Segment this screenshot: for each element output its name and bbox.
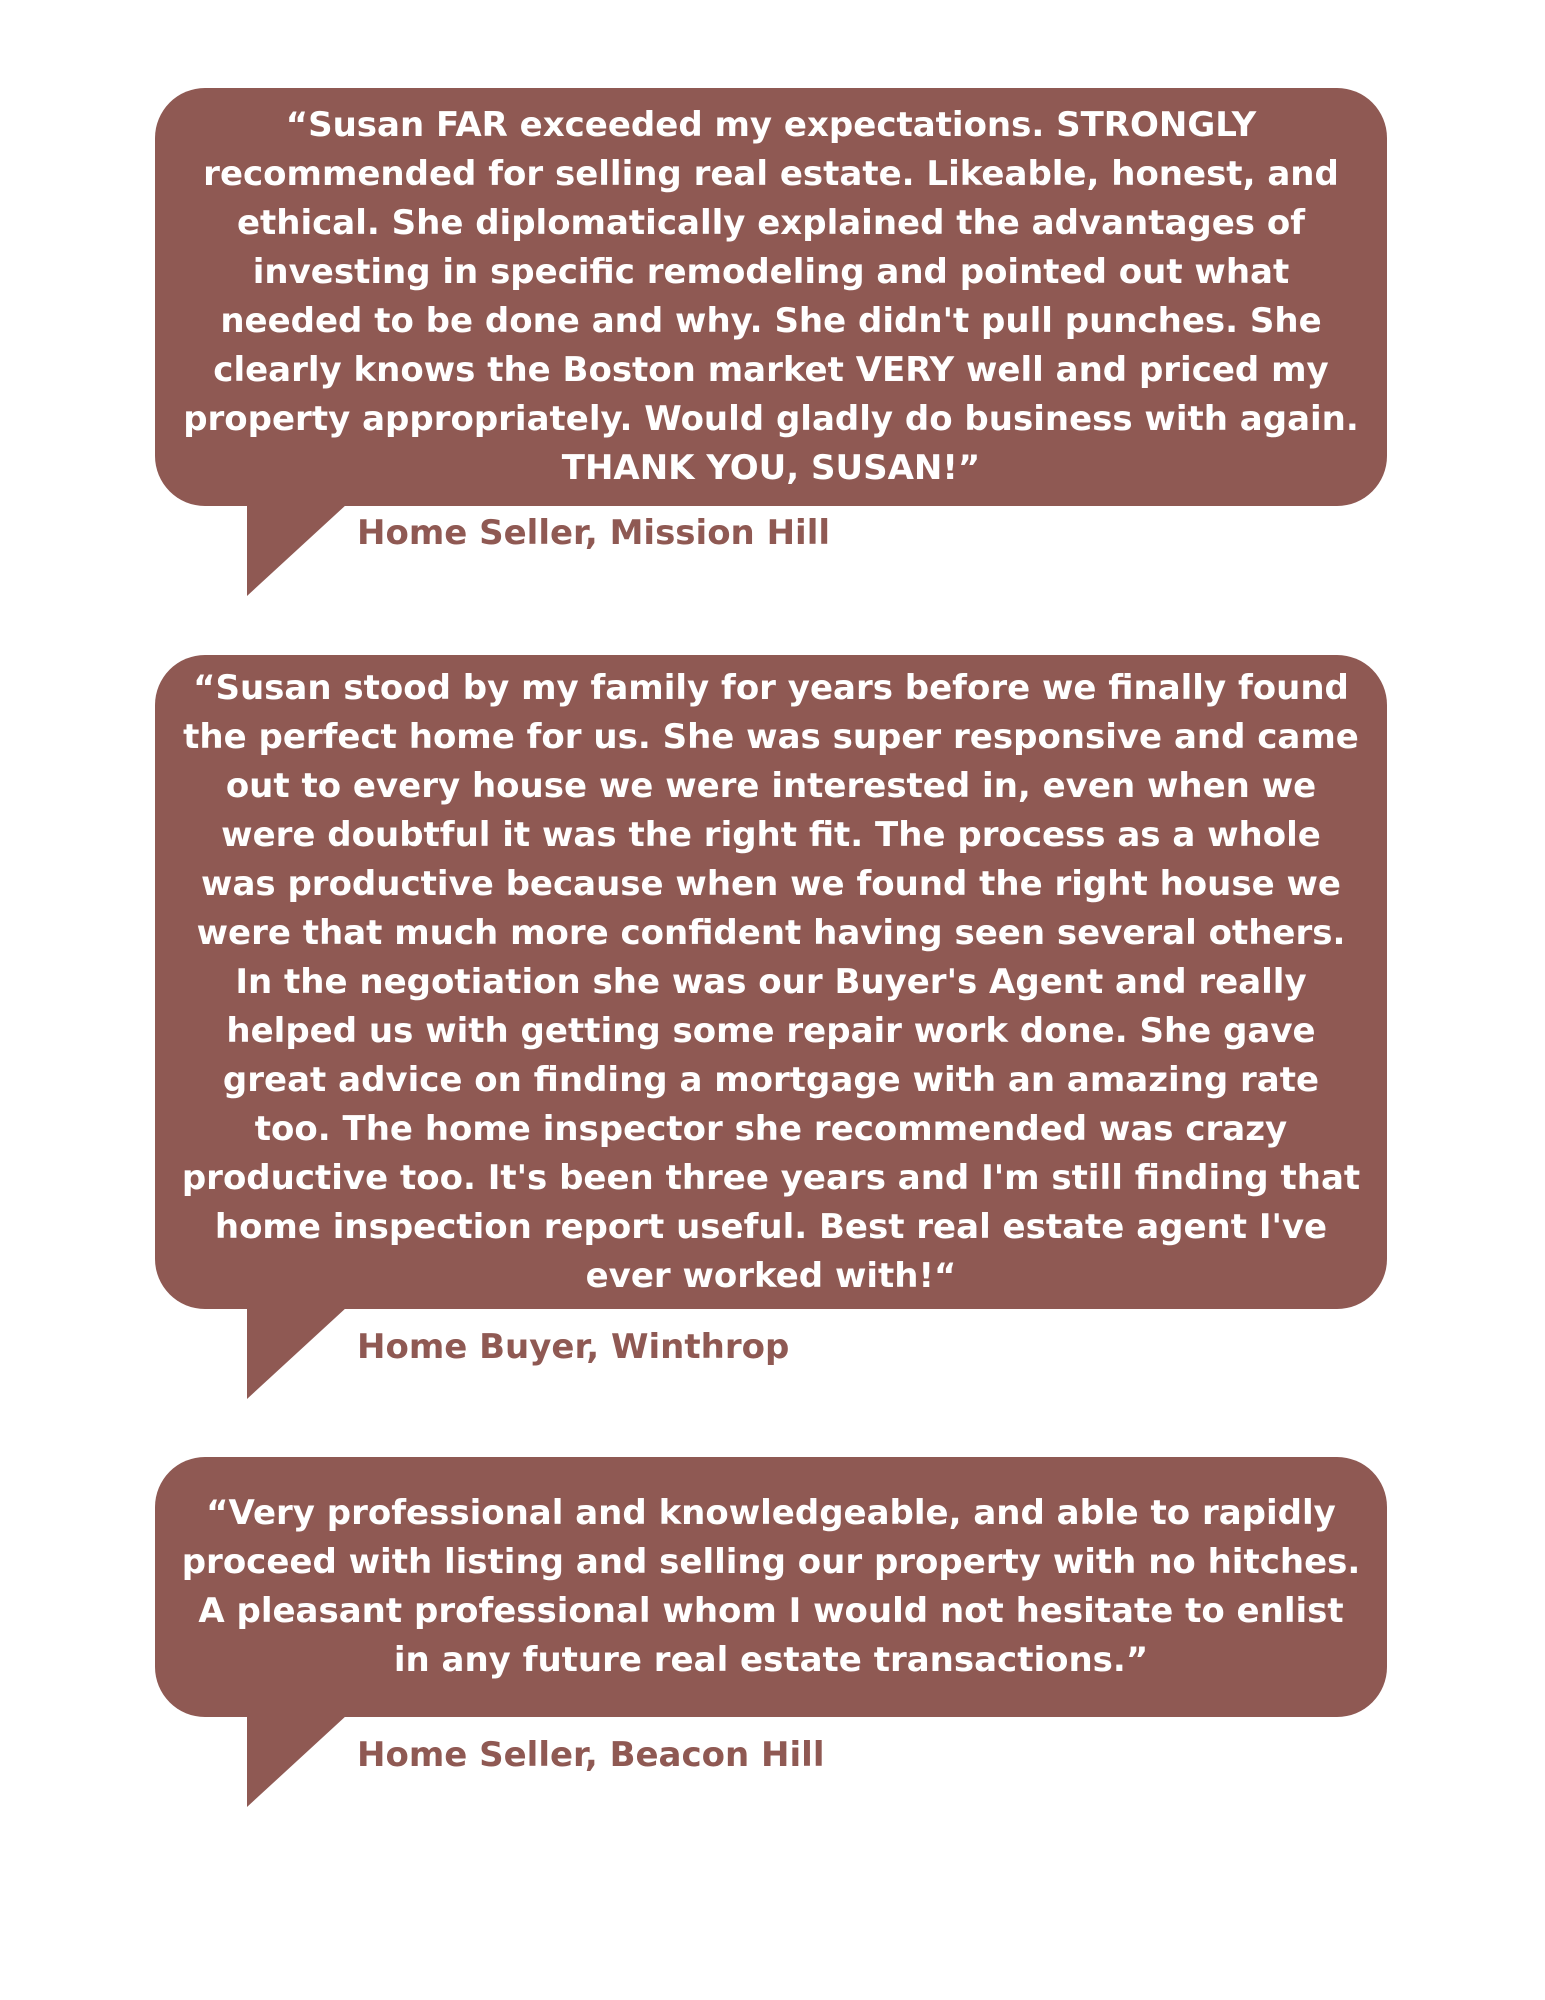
testimonial-quote: “Very professional and knowledgeable, and able to rapidly proceed with listing and selling our property with no hitches. A pleasant professional whom I would not hesitate to enlist in any future real estate transactions.” [181,1493,1361,1680]
speech-bubble [155,88,1387,506]
testimonial-attribution: Home Buyer, Winthrop [357,1327,790,1367]
speech-bubble-tail [247,1715,347,1807]
testimonial-quote: “Susan stood by my family for years before we finally found the perfect home for us. She was super responsive and came out to every house we were interested in, even when we were doubtful it was the right fit. The process as a whole was productive because when we found the right house we were that much more confident having seen several others. In the negotiation she was our Buyer's Agent and really helped us with getting some repair work done. She gave great advice on finding a mortgage with an amazing rate too. The home inspector she recommended was crazy productive too. It's been three years and I'm still finding that home inspection report useful. Best real estate agent I've ever worked with!“ [181,667,1361,1296]
speech-bubble-tail [247,504,347,596]
speech-bubble [155,655,1387,1309]
testimonial-attribution: Home Seller, Mission Hill [357,513,831,553]
testimonial-attribution: Home Seller, Beacon Hill [357,1735,825,1775]
speech-bubble-tail [247,1307,347,1399]
testimonial-quote: “Susan FAR exceeded my expectations. STRONGLY recommended for selling real estate. Likeable, honest, and ethical. She diplomatically explained the advantages of investing in specific remodeling and pointed out what needed to be done and why. She didn't pull punches. She clearly knows the Boston market VERY well and priced my property appropriately. Would gladly do business with again. THANK YOU, SUSAN!” [183,105,1359,488]
speech-bubble [155,1457,1387,1717]
